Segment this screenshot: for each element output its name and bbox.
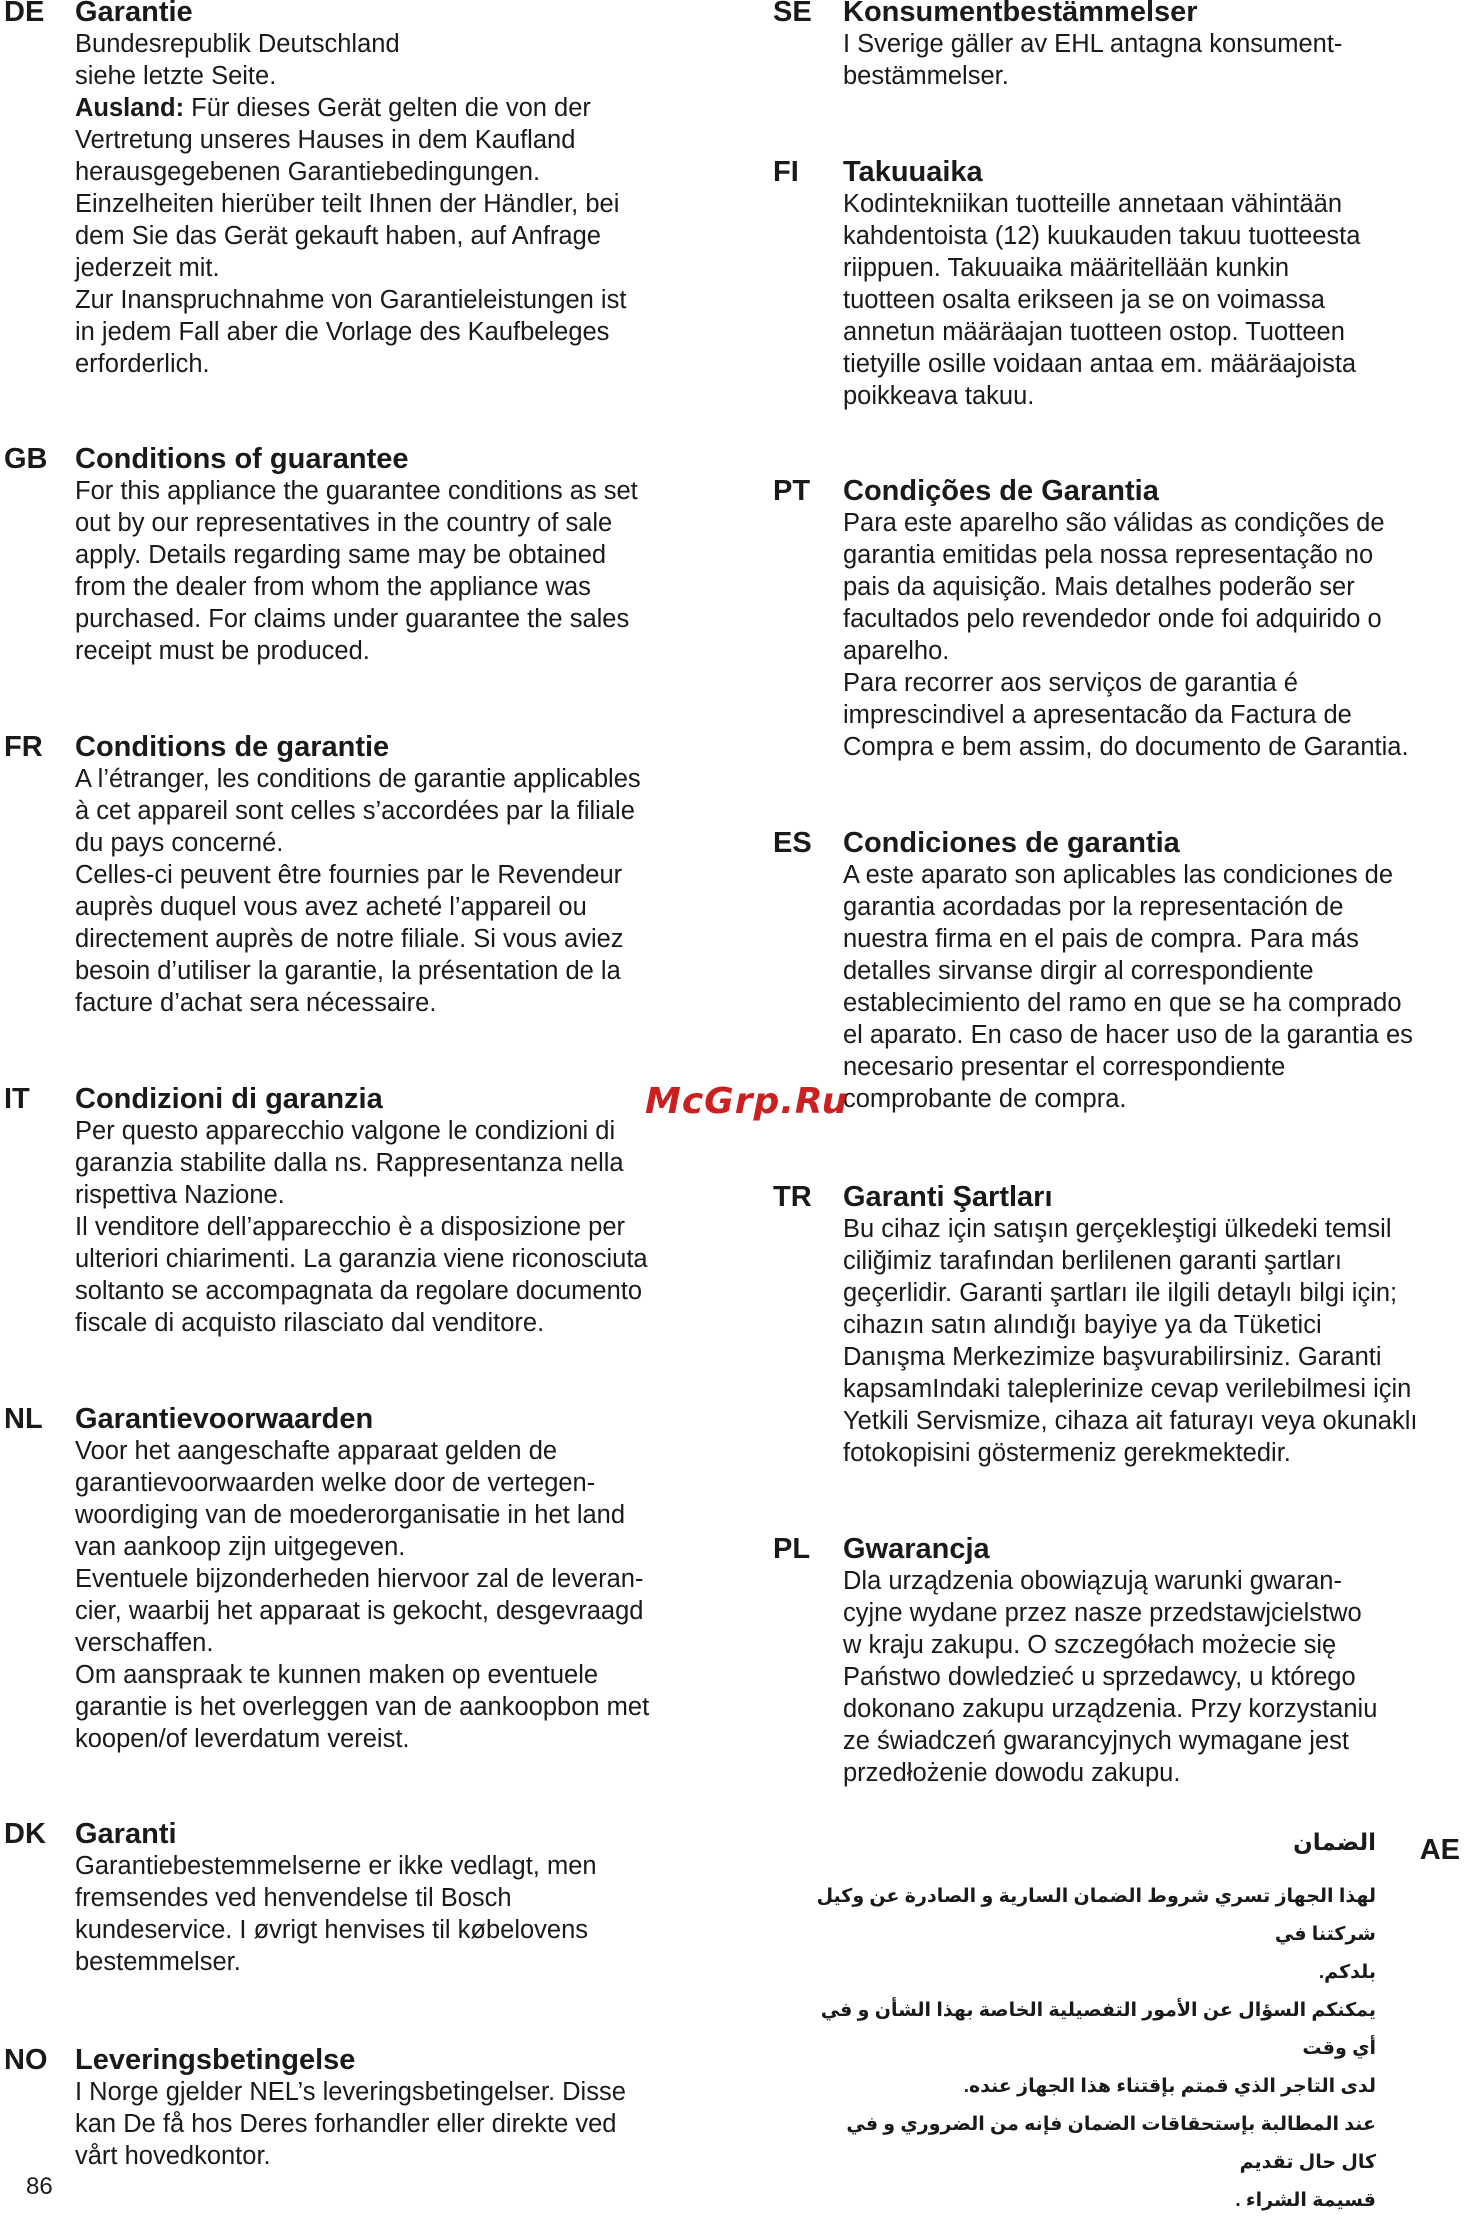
section-body: Garantiebestemmelserne er ikke vedlagt, men fremsendes ved henvendelse til Bosch kundeservice. I øvrigt henvises til købelovens bestemmelser. [75,1852,597,1976]
section-title: Konsumentbestämmelser [843,0,1198,28]
section-title: Gwarancja [843,1533,990,1565]
section-title: Conditions of guarantee [75,443,409,475]
section-title: Takuuaika [843,156,983,188]
section-title: Garantie [75,0,193,28]
section-code: NO [4,2044,48,2076]
section-code: ES [773,827,812,859]
section-body: A este aparato son aplicables las condiciones de garantia acordadas por la representación de nuestra firma en el pais de compra. Para más detalles sirvanse dirgir al correspondiente establecimiento del ramo en que se ha comprado el aparato. En caso de hacer uso de la garantia es necesario presentar el correspondiente comprobante de compra. [843,861,1413,1113]
section-body: لهذا الجهاز تسري شروط الضمان السارية و الصادرة عن وكيل شركتنا في بلدكم. يمكنكم السؤال عن الأمور التفصيلية الخاصة بهذا الشأن و في أي وقت لدى التاجر الذي قمتم بإقتناء هذا الجهاز عنده. عند المطالبة بإستحقاقات الضمان فإنه من الضروري و في كال حال تقديم قسيمة الشراء . [816,1886,1376,2211]
section-body: Voor het aangeschafte apparaat gelden de garantievoorwaarden welke door de vertegen- woordiging van de moederorganisatie in het land van aankoop zijn uitgegeven. Eventuele bijzonderheden hiervoor zal de leveran- cier, waarbij het apparaat is gekocht, desgevraagd verschaffen. Om aanspraak te kunnen maken op eventuele garantie is het overleggen van de aankoopbon met koopen/of leverdatum vereist. [75,1437,650,1753]
section-body: A l’étranger, les conditions de garantie applicables à cet appareil sont celles s’accordées par la filiale du pays concerné. Celles-ci peuvent être fournies par le Revendeur auprès duquel vous avez acheté l’appareil ou directement auprès de notre filiale. Si vous aviez besoin d’utiliser la garantie, la présentation de la facture d’achat sera nécessaire. [75,765,641,1017]
section-code: FI [773,156,799,188]
section-code: DK [4,1818,46,1850]
section-title: Condiciones de garantia [843,827,1180,859]
section-body: Dla urządzenia obowiązują warunki gwaran- cyjne wydane przez nasze przedstawjcielstwo w kraju zakupu. O szczegółach możecie się Państwo dowledzieć u sprzedawcy, u którego dokonano zakupu urządzenia. Przy korzystaniu ze świadczeń gwarancyjnych wymagane jest przedłożenie dowodu zakupu. [843,1567,1378,1787]
section-title: Condizioni di garanzia [75,1083,383,1115]
section-code: FR [4,731,43,763]
section-code: PT [773,475,811,507]
section-code: TR [773,1181,812,1213]
ausland-label: Ausland: [75,94,185,122]
section-body: Para este aparelho são válidas as condições de garantia emitidas pela nossa representação no pais da aquisição. Mais detalhes poderão ser facultados pelo revendedor onde foi adquirido o aparelho. Para recorrer aos serviços de garantia é imprescindivel a apresentacão da Factura de Compra e bem assim, do documento de Garantia. [843,509,1409,761]
section-body: I Sverige gäller av EHL antagna konsument- bestämmelser. [843,30,1343,90]
section-body: Kodintekniikan tuotteille annetaan vähintään kahdentoista (12) kuukauden takuu tuotteesta riippuen. Takuuaika määritellään kunkin tuotteen osalta erikseen ja se on voimassa annetun määräajan tuotteen ostop. Tuotteen tietyille osille voidaan antaa em. määräajoista poikkeava takuu. [843,190,1361,410]
section-code: IT [4,1083,30,1115]
section-body: I Norge gjelder NEL’s leveringsbetingelser. Disse kan De få hos Deres forhandler eller direkte ved vårt hovedkontor. [75,2078,626,2170]
watermark: McGrp.Ru [645,1081,849,1122]
body-text: Für dieses Gerät gelten die von der Vertretung unseres Hauses in dem Kaufland herausgegebenen Garantiebedingungen. Einzelheiten hierüber teilt Ihnen der Händler, bei dem Sie das Gerät gekauft haben, auf Anfrage jederzeit mit. Zur Inanspruchnahme von Garantieleistungen ist in jedem Fall aber die Vorlage des Kaufbeleges erforderlich. [75,94,627,378]
section-title: Conditions de garantie [75,731,390,763]
section-body [75,28,626,380]
section-title: Garanti Şartları [843,1181,1053,1213]
section-ae [780,1826,1460,2211]
section-title: Leveringsbetingelse [75,2044,356,2076]
section-title: Garantievoorwaarden [75,1403,374,1435]
section-code: SE [773,0,812,28]
section-title: الضمان [1293,1829,1376,1855]
page-number: 86 [26,2173,53,2200]
section-body: For this appliance the guarantee conditions as set out by our representatives in the country of sale apply. Details regarding same may be obtained from the dealer from whom the appliance was purchased. For claims under guarantee the sales receipt must be produced. [75,477,638,665]
section-code: PL [773,1533,811,1565]
section-code: GB [4,443,48,475]
section-title: Garanti [75,1818,177,1850]
section-body: Per questo apparecchio valgone le condizioni di garanzia stabilite dalla ns. Rappresentanza nella rispettiva Nazione. Il venditore dell’apparecchio è a disposizione per ulteriori chiarimenti. La garanzia viene riconosciuta soltanto se accompagnata da regolare documento fiscale di acquisto rilasciato dal venditore. [75,1117,648,1337]
section-title: Condições de Garantia [843,475,1159,507]
section-code: DE [4,0,45,28]
section-code: NL [4,1403,43,1435]
section-body: Bu cihaz için satışın gerçekleştigi ülkedeki temsil ciliğimiz tarafından berlilenen garanti şartları geçerlidir. Garanti şartları ile ilgili detaylı bilgi için; cihazın satın alındığı bayiye ya da Tüketici Danışma Merkezimize başvurabilirsiniz. Garanti kapsamIndaki taleplerinize cevap verilebilmesi için Yetkili Servismize, cihaza ait faturayı veya okunaklı fotokopisini göstermeniz gerekmektedir. [843,1215,1418,1467]
body-text: Bundesrepublik Deutschland siehe letzte Seite. [75,30,400,90]
section-code: AE [1419,1834,1460,1866]
